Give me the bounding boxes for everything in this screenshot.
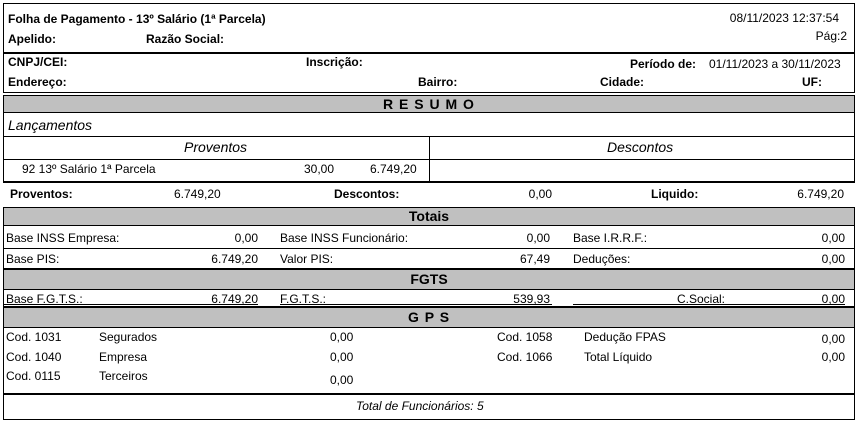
total-proventos-label: Proventos: xyxy=(10,187,73,201)
deducoes-label: Deduções: xyxy=(573,252,631,266)
base-fgts-value: 6.749,20 xyxy=(211,292,258,306)
header-box xyxy=(3,3,855,53)
descontos-header: Descontos xyxy=(607,139,674,155)
fgts-label: F.G.T.S.: xyxy=(280,292,327,306)
periodo-label: Período de: xyxy=(630,57,697,71)
fgts-underline-2 xyxy=(280,304,552,305)
empresa-label: Empresa xyxy=(99,350,148,364)
empresa-value: 0,00 xyxy=(330,350,354,364)
fgts-underline-3 xyxy=(573,304,845,305)
base-pis-value: 6.749,20 xyxy=(211,252,258,266)
deducao-fpas-value: 0,00 xyxy=(821,332,845,346)
resumo-band: R E S U M O xyxy=(3,95,855,113)
base-fgts-label: Base F.G.T.S.: xyxy=(6,292,83,306)
valor-pis-value: 67,49 xyxy=(519,252,550,266)
total-descontos-value: 0,00 xyxy=(528,187,552,201)
base-inss-empresa-label: Base INSS Empresa: xyxy=(6,231,120,245)
base-inss-func-value: 0,00 xyxy=(526,231,550,245)
fgts-band: FGTS xyxy=(3,269,855,290)
apelido-label: Apelido: xyxy=(8,32,56,46)
total-funcionarios: Total de Funcionários: 5 xyxy=(356,399,484,413)
total-liquido-value: 0,00 xyxy=(821,350,845,364)
liquido-value: 6.749,20 xyxy=(797,187,844,201)
endereco-label: Endereço: xyxy=(8,75,67,89)
totais-band: Totais xyxy=(3,207,855,226)
base-irrf-label: Base I.R.R.F.: xyxy=(573,231,648,245)
base-inss-func-label: Base INSS Funcionário: xyxy=(280,231,409,245)
gps-band: G P S xyxy=(3,307,855,328)
fgts-value: 539,93 xyxy=(513,292,550,306)
cod-1040: Cod. 1040 xyxy=(6,350,62,364)
report-title: Folha de Pagamento - 13º Salário (1ª Parcela) xyxy=(8,12,266,26)
rows-bottom-line xyxy=(3,181,855,182)
fgts-underline-1 xyxy=(3,304,258,305)
deducao-fpas-label: Dedução FPAS xyxy=(584,330,666,344)
cidade-label: Cidade: xyxy=(600,75,645,89)
provento-ref: 30,00 xyxy=(304,162,335,176)
total-liquido-label: Total Líquido xyxy=(584,350,653,364)
cod-1031: Cod. 1031 xyxy=(6,330,62,344)
bairro-label: Bairro: xyxy=(418,75,458,89)
valor-pis-label: Valor PIS: xyxy=(280,252,334,266)
cod-0115: Cod. 0115 xyxy=(6,369,61,383)
razao-social-label: Razão Social: xyxy=(146,32,225,46)
terceiros-value: 0,00 xyxy=(330,373,354,387)
periodo-value: 01/11/2023 a 30/11/2023 xyxy=(709,57,841,71)
base-pis-label: Base PIS: xyxy=(6,252,60,266)
segurados-value: 0,00 xyxy=(330,330,354,344)
csocial-value: 0,00 xyxy=(821,292,845,306)
report-datetime: 08/11/2023 12:37:54 xyxy=(729,11,839,25)
base-inss-empresa-value: 0,00 xyxy=(234,231,258,245)
csocial-label: C.Social: xyxy=(677,292,726,306)
segurados-label: Segurados xyxy=(99,330,158,344)
liquido-label: Liquido: xyxy=(651,187,699,201)
totais-row-line xyxy=(3,248,855,249)
lancamentos-label: Lançamentos xyxy=(8,117,93,133)
terceiros-label: Terceiros xyxy=(99,369,148,383)
base-irrf-value: 0,00 xyxy=(821,231,845,245)
total-descontos-label: Descontos: xyxy=(334,187,400,201)
deducoes-value: 0,00 xyxy=(821,252,845,266)
proventos-header: Proventos xyxy=(184,139,248,155)
inscricao-label: Inscrição: xyxy=(306,55,363,69)
provento-code-desc: 92 13º Salário 1ª Parcela xyxy=(22,162,156,176)
cod-1058: Cod. 1058 xyxy=(497,330,553,344)
uf-label: UF: xyxy=(802,75,822,89)
total-proventos-value: 6.749,20 xyxy=(174,187,221,201)
header-bottom-line xyxy=(3,159,855,160)
cnpj-label: CNPJ/CEI: xyxy=(8,55,68,69)
provento-valor: 6.749,20 xyxy=(370,162,417,176)
page-number: Pág:2 xyxy=(815,29,847,43)
cod-1066: Cod. 1066 xyxy=(497,350,553,364)
